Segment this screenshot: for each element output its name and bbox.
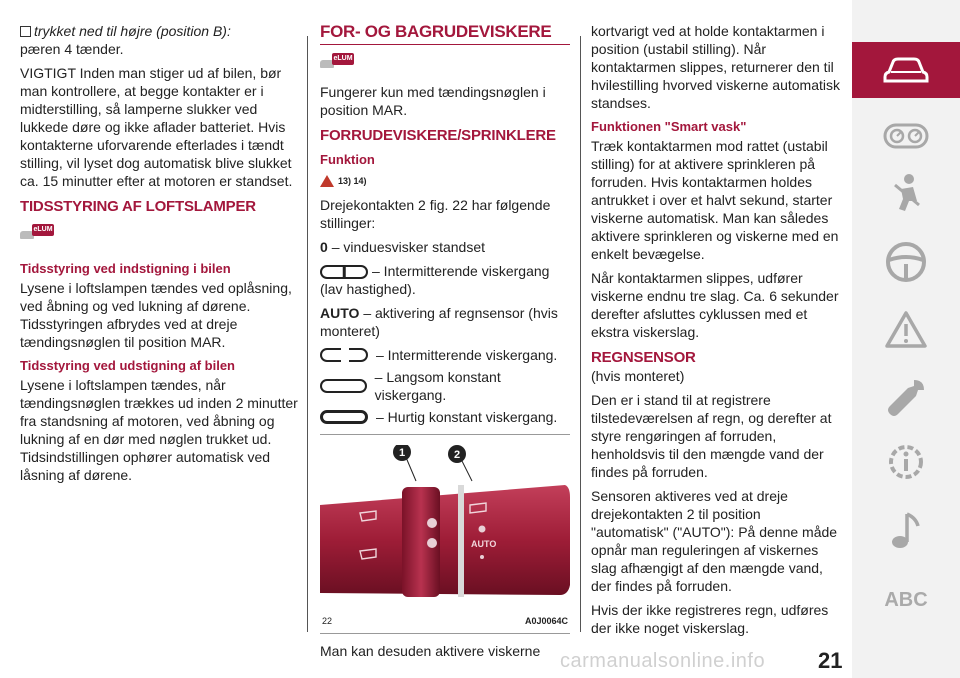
text-continued: kortvarigt ved at holde kontaktarmen i position (ustabil stilling). Når kontaktarmen slippes, returnerer den til hvilestilling hvorved viskerne automatisk standses. — [591, 23, 840, 111]
steering-wheel-icon — [884, 240, 928, 284]
fig-auto-label: AUTO — [471, 539, 497, 549]
wiper-slow-icon — [320, 379, 367, 393]
pos-o-text: – vinduesvisker standset — [331, 239, 485, 255]
intro-paragraph — [20, 22, 298, 58]
car-icon — [883, 56, 929, 84]
column-divider-1 — [307, 36, 308, 632]
sub-smart-vask: Funktionen "Smart vask" — [591, 119, 747, 134]
fig-callout-1: 1 — [398, 447, 406, 459]
pos-o — [320, 238, 570, 256]
pos-int2 — [320, 346, 570, 364]
watermark: carmanualsonline.info — [560, 650, 766, 672]
pos-auto-text: – aktivering af regnsensor (hvis monteret) — [320, 305, 558, 339]
warning-ref — [320, 172, 570, 190]
warning-triangle-icon — [884, 310, 928, 350]
sidebar-item-warnings[interactable] — [852, 302, 960, 358]
wiper-lever-illustration — [320, 445, 570, 605]
warning-triangle-icon — [320, 175, 334, 187]
seatbelt-icon — [883, 171, 929, 217]
sub-funktion: Funktion — [320, 152, 375, 167]
elum-badge — [20, 224, 54, 244]
heading-regnsensor: REGNSENSOR — [591, 349, 696, 366]
vigtigt-paragraph: VIGTIGT Inden man stiger ud af bilen, bør man kontrollere, at begge kontakter er i midterstilling, så lamperne slukker ved lukkede døre og ikke aflader batteriet. Hvis kontakterne uforvarende efterlades i tændt stilling, vil lyset dog automatisk blive slukket ca. 15 minutter efter at motoren er standset. — [20, 65, 293, 189]
column-right — [591, 22, 841, 643]
text-tail: Man kan desuden aktivere viskerne — [320, 643, 541, 659]
text-indstigning: Lysene i loftslampen tændes ved oplåsning, ved åbning og ved lukning af dørene. Tidsstyringen afbrydes ved at dreje tændingsnøglen til position MAR. — [20, 280, 292, 350]
music-note-icon — [888, 508, 924, 552]
heading-main: FOR- OG BAGRUDEVISKERE — [320, 22, 570, 45]
pos-o-symbol: 0 — [320, 239, 328, 255]
heading-front: FORRUDEVISKERE/SPRINKLERE — [320, 127, 556, 144]
wiper-fast-icon — [320, 410, 368, 424]
pos-fast — [320, 408, 570, 426]
pos-int-text: – Intermitterende viskergang (lav hastighed). — [320, 263, 550, 297]
elum-tag: eLUM — [32, 224, 54, 236]
text-key: Fungerer kun med tændingsnøglen i position MAR. — [320, 84, 546, 118]
figure-number: 22 — [322, 616, 333, 626]
pos-auto-symbol: AUTO — [320, 305, 360, 321]
text-rain-2: Sensoren aktiveres ved at dreje drejekontakten 2 til position "automatisk" ("AUTO"): På denne måde opnår man reguleringen af viskernes slag afhængigt af den mængde vand, der findes på forruden. — [591, 488, 838, 594]
pos-auto — [320, 304, 570, 340]
fig-callout-2: 2 — [453, 449, 461, 461]
intro-rest: pæren 4 tænder. — [20, 41, 124, 57]
sidebar-item-maintenance[interactable] — [852, 370, 960, 426]
sub-udstigning: Tidsstyring ved udstigning af bilen — [20, 358, 236, 373]
pos-int2-text: – Intermitterende viskergang. — [376, 347, 558, 363]
sidebar-item-technical[interactable] — [852, 434, 960, 490]
elum-tag: eLUM — [332, 53, 354, 65]
chapter-sidebar — [852, 0, 960, 678]
wrench-icon — [884, 376, 928, 420]
sidebar-item-multimedia[interactable] — [852, 502, 960, 558]
rain-note: (hvis monteret) — [591, 368, 685, 384]
pos-fast-text: – Hurtig konstant viskergang. — [376, 409, 558, 425]
text-smart-1: Træk kontaktarmen mod rattet (ustabil stilling) for at aktivere sprinkleren på forruden. Hvis kontaktarmen holdes antrukket i over et halvt sekund, starter viskerne automatisk. Man kan således aktivere sprinkleren og viskerne med en enkelt bevægelse. — [591, 138, 839, 262]
sub-indstigning: Tidsstyring ved indstigning i bilen — [20, 261, 231, 276]
pos-int — [320, 262, 570, 298]
pos-slow-text: – Langsom konstant viskergang. — [374, 369, 501, 403]
heading-tidsstyring: TIDSSTYRING AF LOFTSLAMPER — [20, 198, 256, 215]
pos-slow — [320, 368, 570, 404]
column-divider-2 — [580, 36, 581, 632]
page-number: 21 — [818, 648, 843, 673]
text-smart-2: Når kontaktarmen slippes, udfører viskerne endnu tre slag. Ca. 6 sekunder derefter afsluttes cyklussen med et ekstra viskerslag. — [591, 270, 839, 340]
text-rain-3: Hvis der ikke registreres regn, udføres der ikke noget viskerslag. — [591, 602, 829, 636]
sidebar-item-car[interactable] — [852, 42, 960, 98]
sidebar-item-index[interactable] — [852, 572, 960, 628]
text-lever: Drejekontakten 2 fig. 22 har følgende stillinger: — [320, 197, 551, 231]
gear-info-icon — [884, 440, 928, 484]
figure-22 — [320, 434, 570, 634]
intro-italic: trykket ned til højre (position B): — [34, 23, 231, 39]
gauges-icon — [883, 121, 929, 151]
column-middle — [320, 22, 570, 666]
sidebar-item-driving[interactable] — [852, 234, 960, 290]
figure-code: A0J0064C — [524, 616, 568, 626]
elum-badge-2 — [320, 53, 354, 73]
wiper-intermittent-icon — [320, 265, 368, 279]
wiper-intermittent-2-icon — [320, 348, 368, 362]
sidebar-abc-label: ABC — [884, 588, 928, 611]
text-udstigning: Lysene i loftslampen tændes, når tændingsnøglen trækkes ud inden 2 minutter fra standsning af motoren, ved åbning og lukning af en dør med nøglen trukket ud. Tidsindstillingen ophører automatisk ved låsning af dørene. — [20, 377, 298, 483]
sidebar-item-gauges[interactable] — [852, 108, 960, 164]
text-rain-1: Den er i stand til at registrere tilstedeværelsen af regn, og derefter at styre rengøringen af forruden, henholdsvis til den mængde vand der findes på forruden. — [591, 392, 832, 480]
column-left — [20, 22, 298, 490]
warning-ref-text: 13) 14) — [338, 176, 367, 186]
sidebar-item-safety[interactable] — [852, 166, 960, 222]
checkbox-icon — [20, 26, 31, 37]
